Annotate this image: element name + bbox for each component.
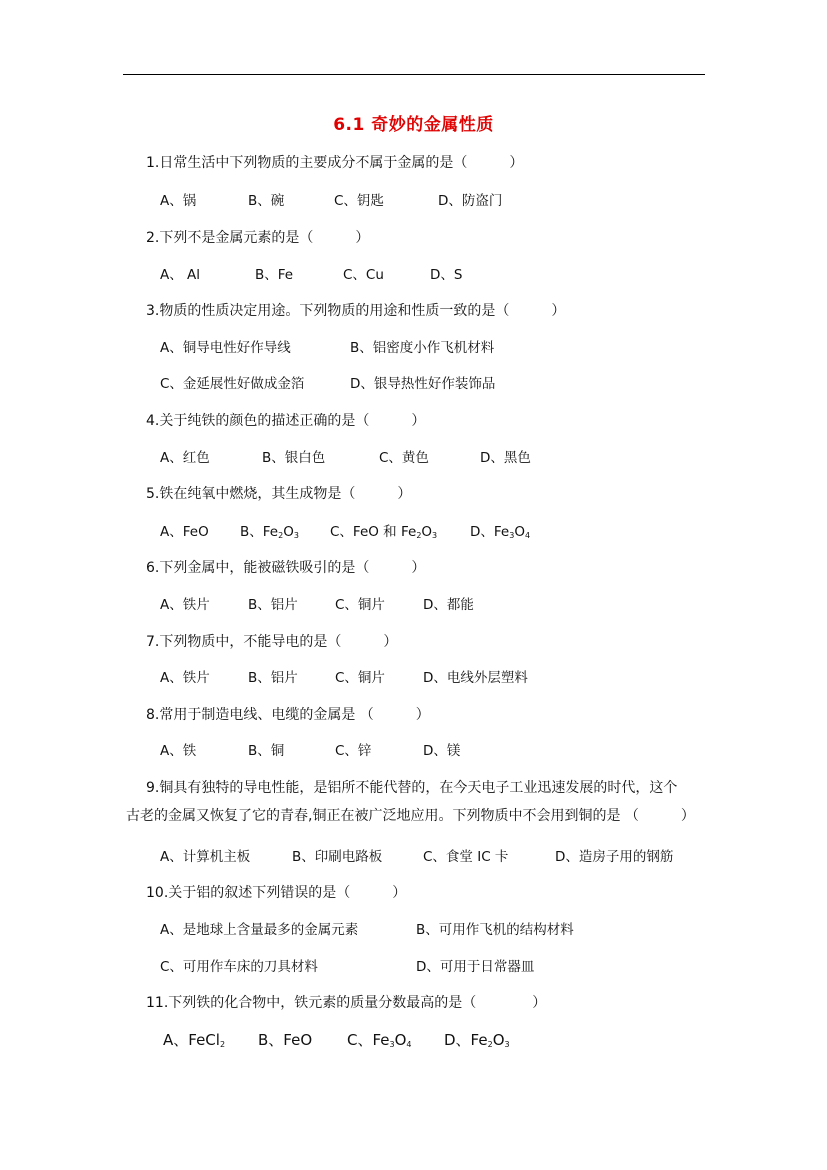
option-d: D、$Fe_2O_3$ [444,1031,510,1049]
question-10-stem: 10.关于铝的叙述下列错误的是（ ） [146,885,407,901]
option-a: A、铁片 [160,670,210,686]
option-c: C、可用作车床的刀具材料 [160,959,318,975]
question-6-stem: 6.下列金属中，能被磁铁吸引的是（ ） [146,560,426,576]
option-c: C、铜片 [335,670,385,686]
question-3-stem: 3.物质的性质决定用途。下列物质的用途和性质一致的是（ ） [146,303,566,319]
question-11-stem: 11.下列铁的化合物中，铁元素的质量分数最高的是（ ） [146,995,547,1011]
option-d: D、都能 [423,597,474,613]
option-d: D、镁 [423,743,461,759]
question-8-stem: 8.常用于制造电线、电缆的金属是 （ ） [146,707,430,723]
option-b: B、$Fe_2O_3$ [240,524,299,540]
option-a: A、锅 [160,193,197,209]
option-a: A、计算机主板 [160,849,251,865]
option-c: C、铜片 [335,597,385,613]
option-a: A、铁 [160,743,197,759]
option-a: A、是地球上含量最多的金属元素 [160,922,359,938]
option-d: D、S [430,267,463,283]
question-4-stem: 4.关于纯铁的颜色的描述正确的是（ ） [146,413,426,429]
option-d: D、可用于日常器皿 [416,959,535,975]
question-9-stem: 9.铜具有独特的导电性能，是铝所不能代替的，在今天电子工业迅速发展的时代，这个 [146,780,678,796]
option-d: D、电线外层塑料 [423,670,528,686]
option-a: A、铜导电性好作导线 [160,340,291,356]
option-a: A、FeCl$_2$ [163,1031,226,1049]
option-c: C、金延展性好做成金箔 [160,376,305,392]
option-d: D、黑色 [480,450,531,466]
option-d: D、$Fe_3O_4$ [470,524,531,540]
option-c: C、钥匙 [334,193,384,209]
option-a: A、 Al [160,267,201,283]
option-a: A、红色 [160,450,210,466]
header-rule [123,74,705,75]
option-c: C、$Fe_3O_4$ [347,1031,412,1049]
option-b: B、铝密度小作飞机材料 [350,340,495,356]
option-b: B、FeO [258,1031,313,1049]
option-c: C、食堂 IC 卡 [423,849,509,865]
option-c: C、锌 [335,743,372,759]
option-a: A、铁片 [160,597,210,613]
question-5-stem: 5.铁在纯氧中燃烧，其生成物是（ ） [146,486,412,502]
question-7-stem: 7.下列物质中，不能导电的是（ ） [146,634,398,650]
option-c: C、Cu [343,267,384,283]
option-c: C、FeO 和 $Fe_2O_3$ [330,524,438,540]
option-b: B、铝片 [248,670,298,686]
option-b: B、印刷电路板 [292,849,383,865]
option-b: B、Fe [255,267,294,283]
option-b: B、碗 [248,193,285,209]
page-title: 6.1 奇妙的金属性质 [333,115,494,135]
option-b: B、银白色 [262,450,326,466]
question-1-stem: 1.日常生活中下列物质的主要成分不属于金属的是（ ） [146,155,524,171]
question-2-stem: 2.下列不是金属元素的是（ ） [146,230,370,246]
option-d: D、造房子用的钢筋 [555,849,674,865]
option-b: B、铝片 [248,597,298,613]
option-c: C、黄色 [379,450,429,466]
option-b: B、铜 [248,743,285,759]
option-b: B、可用作飞机的结构材料 [416,922,574,938]
option-d: D、银导热性好作装饰品 [350,376,496,392]
option-d: D、防盗门 [438,193,503,209]
option-a: A、FeO [160,524,209,540]
question-9-stem-continued: 古老的金属又恢复了它的青春,铜正在被广泛地应用。下列物质中不会用到铜的是 （ ） [126,808,695,824]
